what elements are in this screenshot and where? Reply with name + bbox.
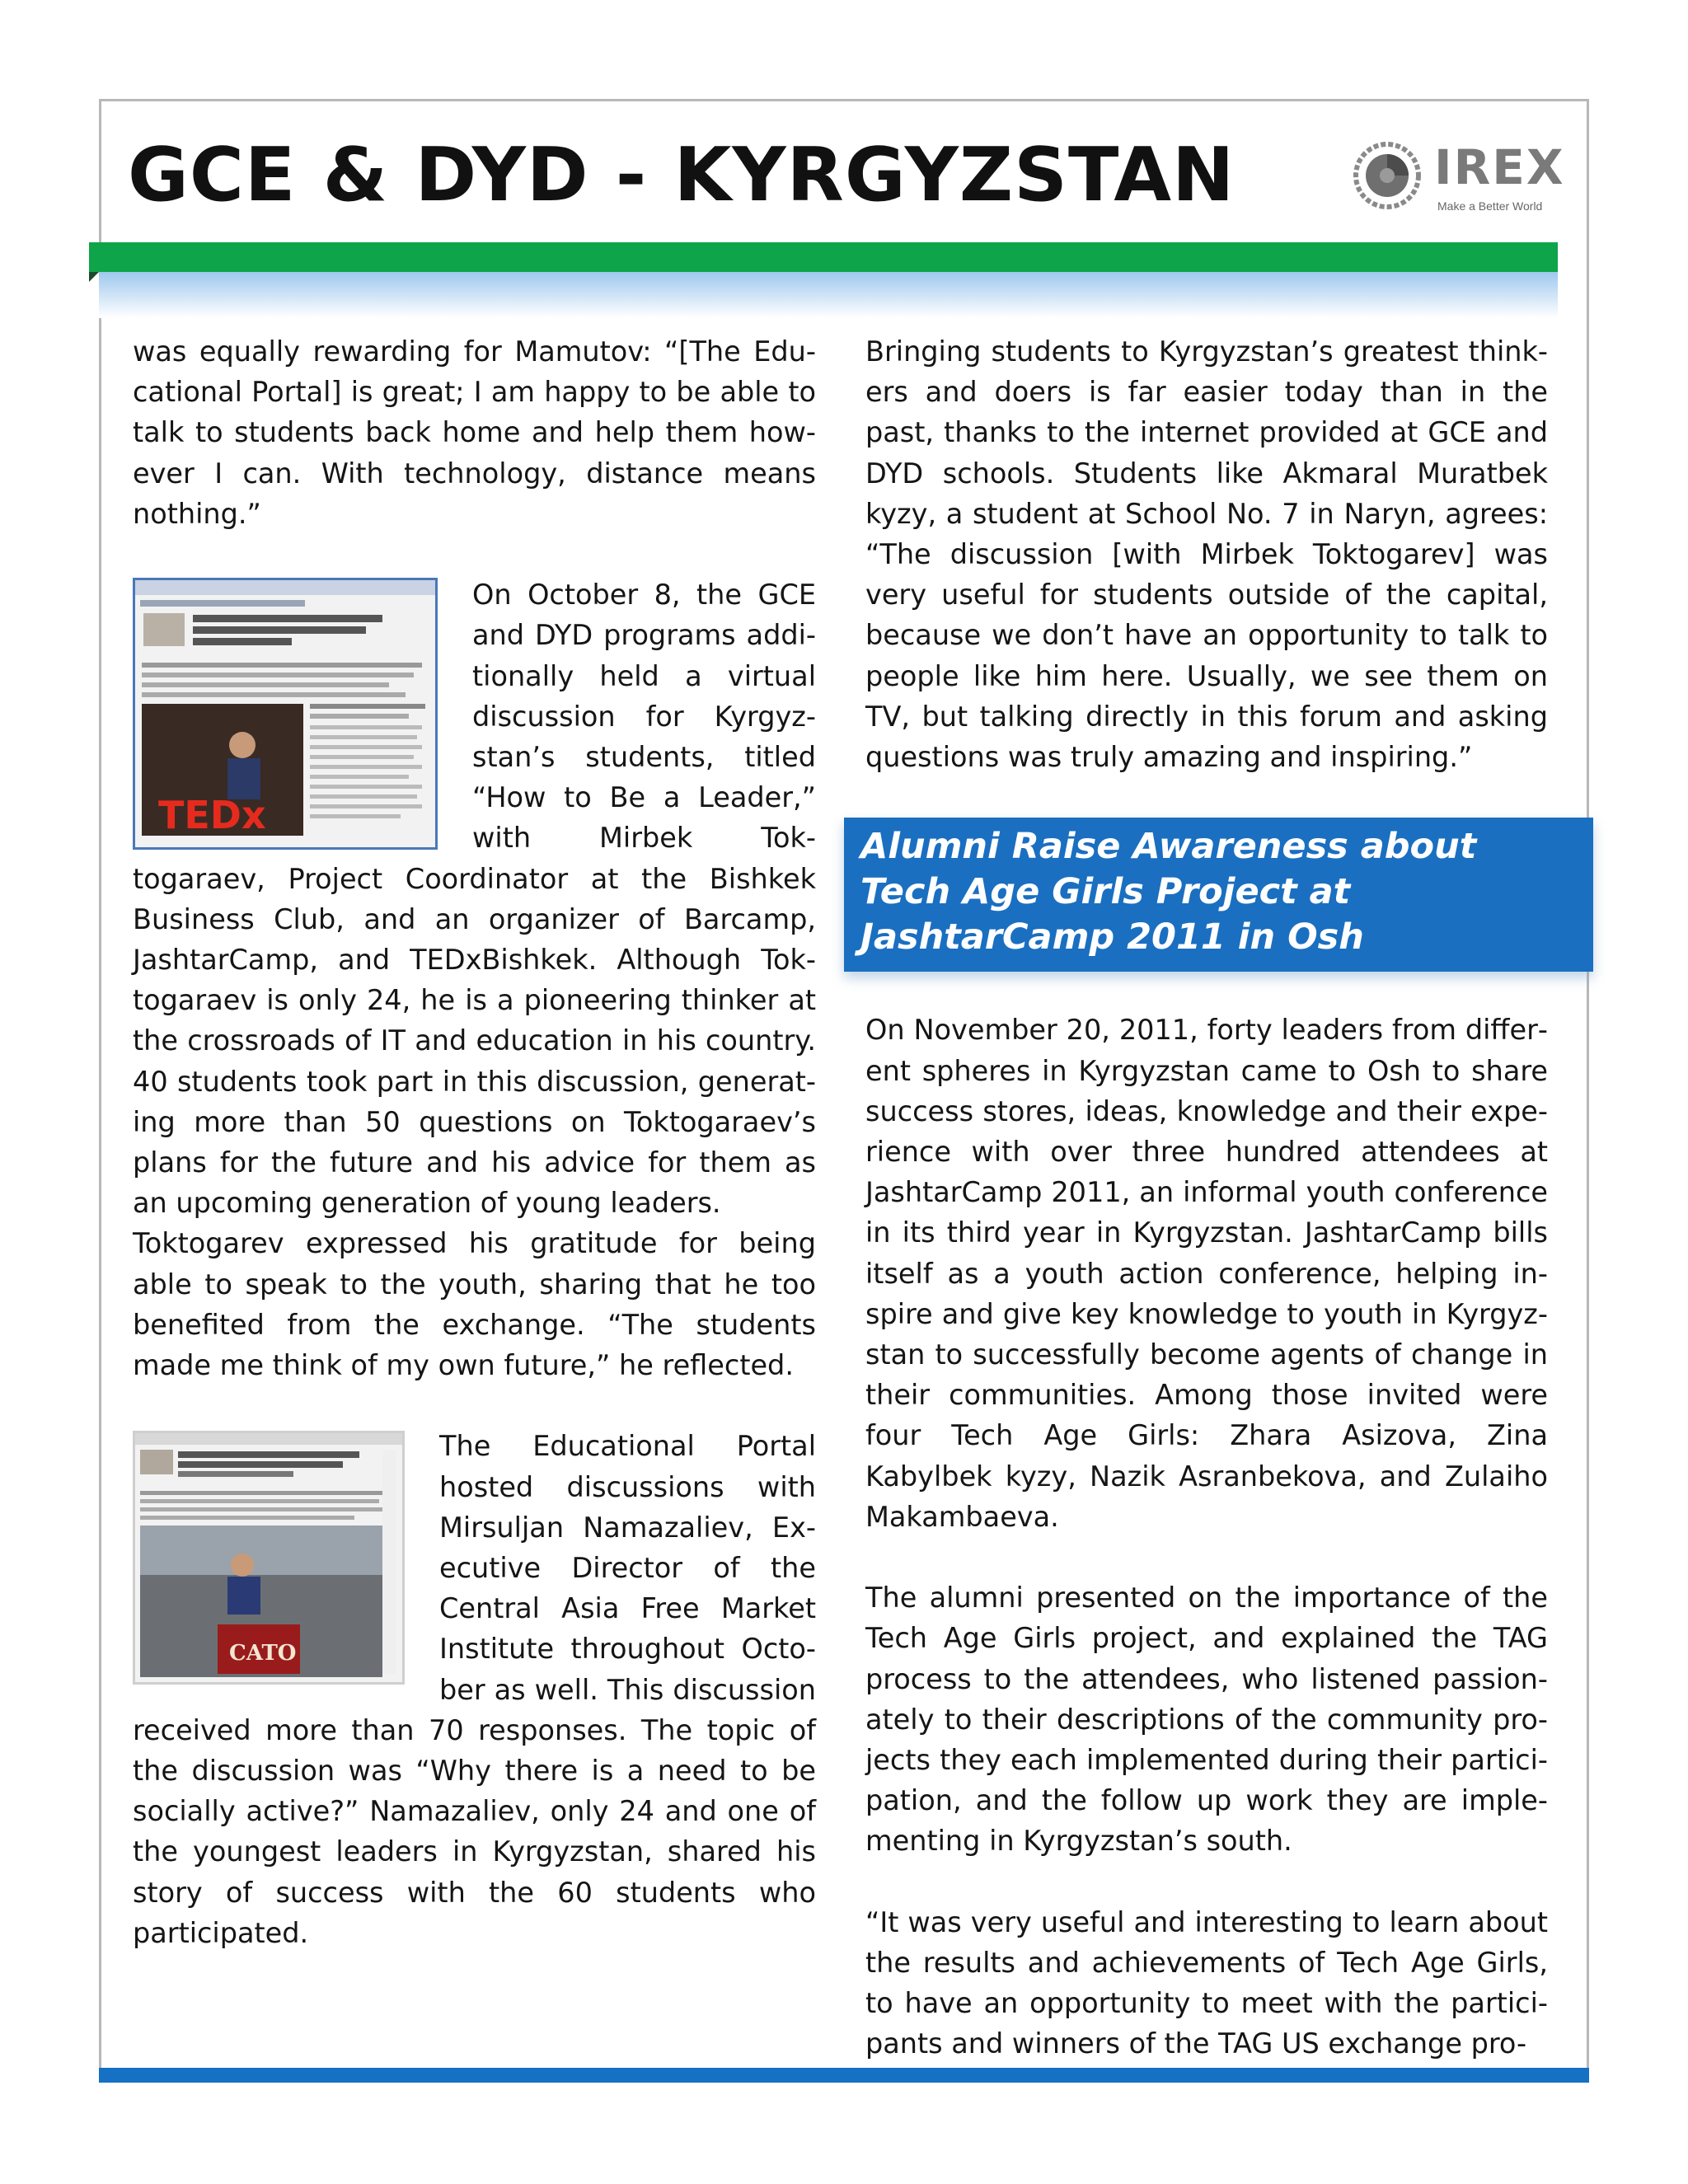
header-green-bar xyxy=(89,242,1558,272)
footer-blue-bar xyxy=(99,2068,1589,2083)
right-paragraph-2: On November 20, 2011, forty leaders from different spheres in Kyrgyzstan came to Osh to share success stores, ideas, knowledge and their experience with over three hundred attendees at JashtarCamp 2011, an informal youth conference in its third year in Kyrgyzstan. JashtarCamp bills itself as a youth action conference, helping inspire and give key knowledge to youth in Kyrgyzstan to successfully become agents of change in their communities. Among those invited were four Tech Age Girls: Zhara Asizova, Zina Kabylbek kyzy, Nazik Asranbekova, and Zulaiho Makambaeva. xyxy=(865,1014,1548,1533)
irex-logo xyxy=(1352,134,1565,224)
cato-banner-text: CATO xyxy=(229,1641,297,1666)
left-column xyxy=(133,331,816,1953)
left-paragraph-4: The Educational Portal hosted discussions with Mirsuljan Namazaliev, Executive Director of the Central Asia Free Market Institute throughout October as well. This discussion received more than 70 responses. The topic of the discussion was “Why there is a need to be socially active?” Namazaliev, only 24 and one of the youngest leaders in Kyrgyzstan, shared his story of success with the 60 students who participated. xyxy=(133,1430,816,1949)
header-blue-gradient xyxy=(99,272,1558,318)
logo-brand: IREX xyxy=(1434,139,1565,195)
right-paragraph-4: “It was very useful and interesting to learn about the results and achievements of Tech Age Girls, to have an opportunity to meet with the participants and winners of the TAG US exchange pro- xyxy=(865,1905,1548,2060)
cato-screenshot-image xyxy=(133,1431,405,1685)
logo-tagline: Make a Better World xyxy=(1437,199,1543,213)
tedx-banner-text: TEDx xyxy=(158,793,266,838)
irex-ring-icon xyxy=(1352,140,1423,211)
left-paragraph-2: On October 8, the GCE and DYD programs additionally held a virtual discussion for Kyrgyzstan’s students, titled “How to Be a Leader,” with Mirbek Toktogaraev, Project Coordinator at the Bishkek Business Club, and an organizer of Barcamp, JashtarCamp, and TEDxBishkek. Although Toktogaraev is only 24, he is a pioneering thinker at the crossroads of IT and education in his country. 40 students took part in this discussion, generating more than 50 questions on Toktogaraev’s plans for the future and his advice for them as an upcoming generation of young leaders. xyxy=(133,579,816,1220)
page-title: GCE & DYD - KYRGYZSTAN xyxy=(128,132,1236,218)
left-paragraph-1: was equally rewarding for Mamutov: “[The Educational Portal] is great; I am happy to be able to talk to students back home and help them however I can. With technology, distance means nothing.” xyxy=(133,335,816,530)
right-paragraph-1: Bringing students to Kyrgyzstan’s greatest thinkers and doers is far easier today than in the past, thanks to the internet provided at GCE and DYD schools. Students like Akmaral Muratbek kyzy, a student at School No. 7 in Naryn, agrees: “The discussion [with Mirbek Toktogarev] was very useful for students outside of the capital, because we don’t have an opportunity to talk to people like him here. Usually, we see them on TV, but talking directly in this forum and asking questions was truly amazing and inspiring.” xyxy=(865,335,1548,774)
section-heading: Alumni Raise Awareness about Tech Age Girls Project at JashtarCamp 2011 in Osh xyxy=(844,818,1593,972)
right-paragraph-3: The alumni presented on the importance of the Tech Age Girls project, and explained the TAG process to the attendees, who listened passionately to their descriptions of the community projects they each implemented during their participation, and the follow up work they are implementing in Kyrgyzstan’s south. xyxy=(865,1582,1548,1858)
header-bar-fold xyxy=(89,272,99,282)
left-paragraph-3: Toktogarev expressed his gratitude for being able to speak to the youth, sharing that he too benefited from the exchange. “The students made me think of my own future,” he reflected. xyxy=(133,1227,816,1382)
right-column xyxy=(860,331,1548,2064)
tedx-screenshot-image xyxy=(133,578,438,850)
